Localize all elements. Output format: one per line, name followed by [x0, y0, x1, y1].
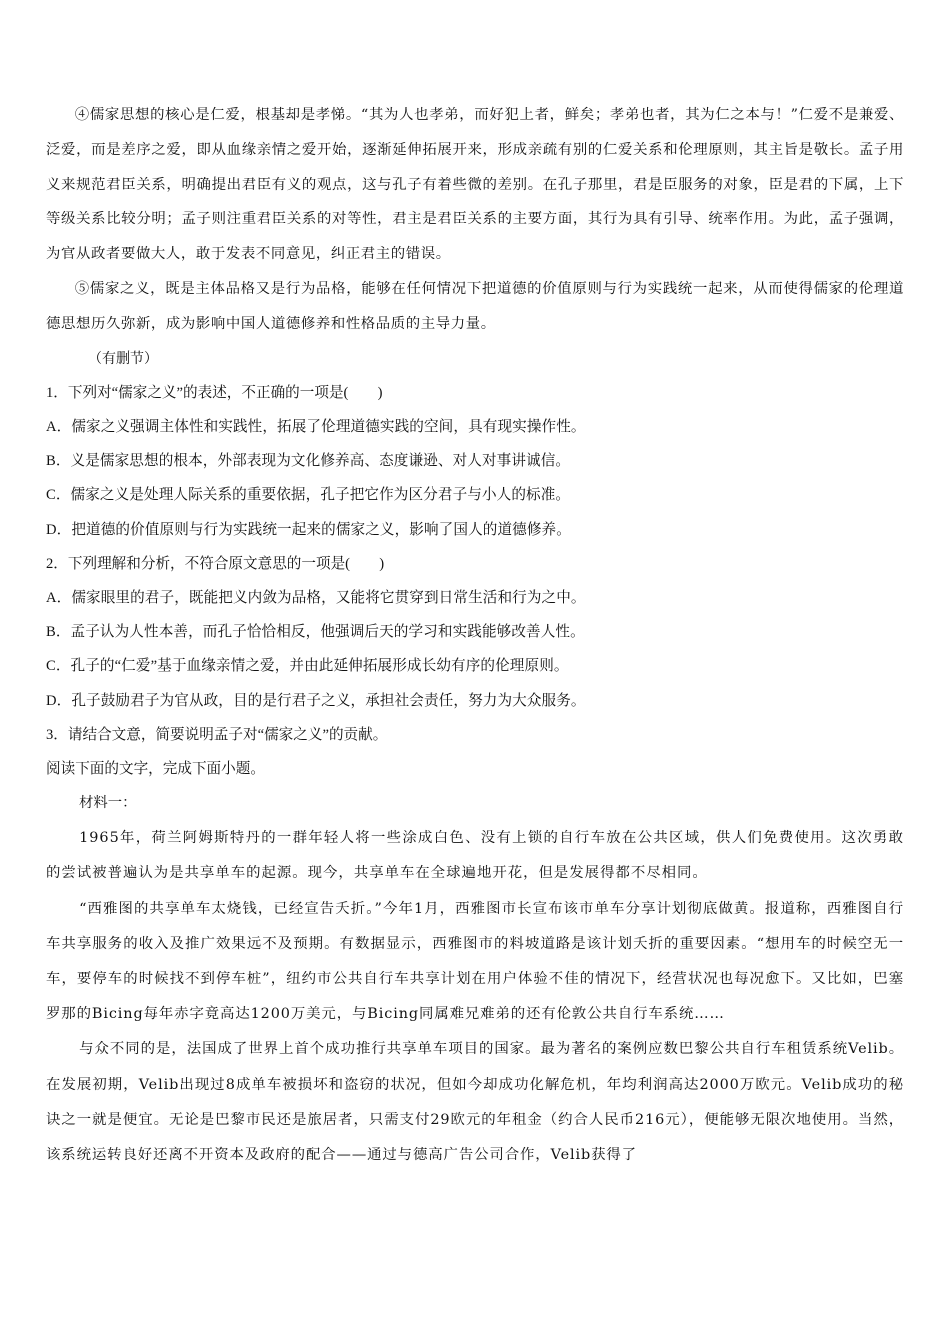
abridged-note: （有删节）	[88, 350, 158, 367]
reading-instruction: 阅读下面的文字，完成下面小题。	[46, 761, 265, 778]
option-b: B．孟子认为人性本善，而孔子恰恰相反，他强调后天的学习和实践能够改善人性。	[46, 624, 585, 641]
question-2	[46, 547, 904, 718]
question-3	[46, 718, 904, 752]
option-d: D．孔子鼓励君子为官从政，目的是行君子之义，承担社会责任，努力为大众服务。	[46, 692, 586, 709]
option-d: D．把道德的价值原则与行为实践统一起来的儒家之义，影响了国人的道德修养。	[46, 521, 571, 538]
question-stem: 2．下列理解和分析，不符合原文意思的一项是( )	[46, 555, 385, 572]
document-page	[46, 98, 904, 1173]
question-1	[46, 376, 904, 547]
question-stem: 1．下列对“儒家之义”的表述，不正确的一项是( )	[46, 384, 383, 401]
option-c: C．儒家之义是处理人际关系的重要依据，孔子把它作为区分君子与小人的标准。	[46, 487, 571, 504]
passage-paragraph-5: ⑤儒家之义，既是主体品格又是行为品格，能够在任何情况下把道德的价值原则与行为实践统一起来，从而使得儒家的伦理道德思想历久弥新，成为影响中国人道德修养和性格品质的主导力量。	[46, 280, 904, 332]
material-title: 材料一：	[79, 795, 137, 812]
material-paragraph: 1965年，荷兰阿姆斯特丹的一群年轻人将一些涂成白色、没有上锁的自行车放在公共区域，供人们免费使用。这次勇敢的尝试被普遍认为是共享单车的起源。现今，共享单车在全球遍地开花，但是发展得都不尽相同。	[46, 830, 904, 882]
option-a: A．儒家眼里的君子，既能把义内敛为品格，又能将它贯穿到日常生活和行为之中。	[46, 590, 586, 606]
option-c: C．孔子的“仁爱”基于血缘亲情之爱，并由此延伸拓展形成长幼有序的伦理原则。	[46, 658, 569, 675]
material-paragraph: “西雅图的共享单车太烧钱，已经宣告夭折。”今年1月，西雅图市长宣布该市单车分享计划彻底做黄。报道称，西雅图自行车共享服务的收入及推广效果远不及预期。有数据显示，西雅图市的料坡道路是该计划夭折的重要因素。“想用车的时候空无一车，要停车的时候找不到停车桩”，纽约市公共自行车共享计划在用户体验不佳的情况下，经营状况也每况愈下。又比如，巴塞罗那的Bicing每年赤字竟高达1200万美元，与Bicing同属难兄难弟的还有伦敦公共自行车系统……	[46, 900, 904, 1023]
passage-paragraph-4: ④儒家思想的核心是仁爱，根基却是孝悌。“其为人也孝弟，而好犯上者，鲜矣；孝弟也者，其为仁之本与！”仁爱不是兼爱、泛爱，而是差序之爱，即从血缘亲情之爱开始，逐渐延伸拓展开来，形成亲疏有别的仁爱关系和伦理原则，其主旨是敬长。孟子用义来规范君臣关系，明确提出君臣有义的观点，这与孔子有着些微的差别。在孔子那里，君是臣服务的对象，臣是君的下属，上下等级关系比较分明；孟子则注重君臣关系的对等性，君主是君臣关系的主要方面，其行为具有引导、统率作用。为此，孟子强调，为官从政者要做大人，敢于发表不同意见，纠正君主的错误。	[46, 107, 904, 263]
option-b: B．义是儒家思想的根本，外部表现为文化修养高、态度谦逊、对人对事讲诚信。	[46, 453, 571, 470]
material-paragraph: 与众不同的是，法国成了世界上首个成功推行共享单车项目的国家。最为著名的案例应数巴黎公共自行车租赁系统Velib。在发展初期，Velib出现过8成单车被损坏和盗窃的状况，但如今却成功化解危机，年均利润高达2000万欧元。Velib成功的秘诀之一就是便宜。无论是巴黎市民还是旅居者，只需支付29欧元的年租金（约合人民币216元），便能够无限次地使用。当然，该系统运转良好还离不开资本及政府的配合——通过与德高广告公司合作，Velib获得了	[46, 1041, 904, 1164]
option-a: A．儒家之义强调主体性和实践性，拓展了伦理道德实践的空间，具有现实操作性。	[46, 418, 586, 435]
question-stem: 3．请结合文意，简要说明孟子对“儒家之义”的贡献。	[46, 726, 388, 743]
